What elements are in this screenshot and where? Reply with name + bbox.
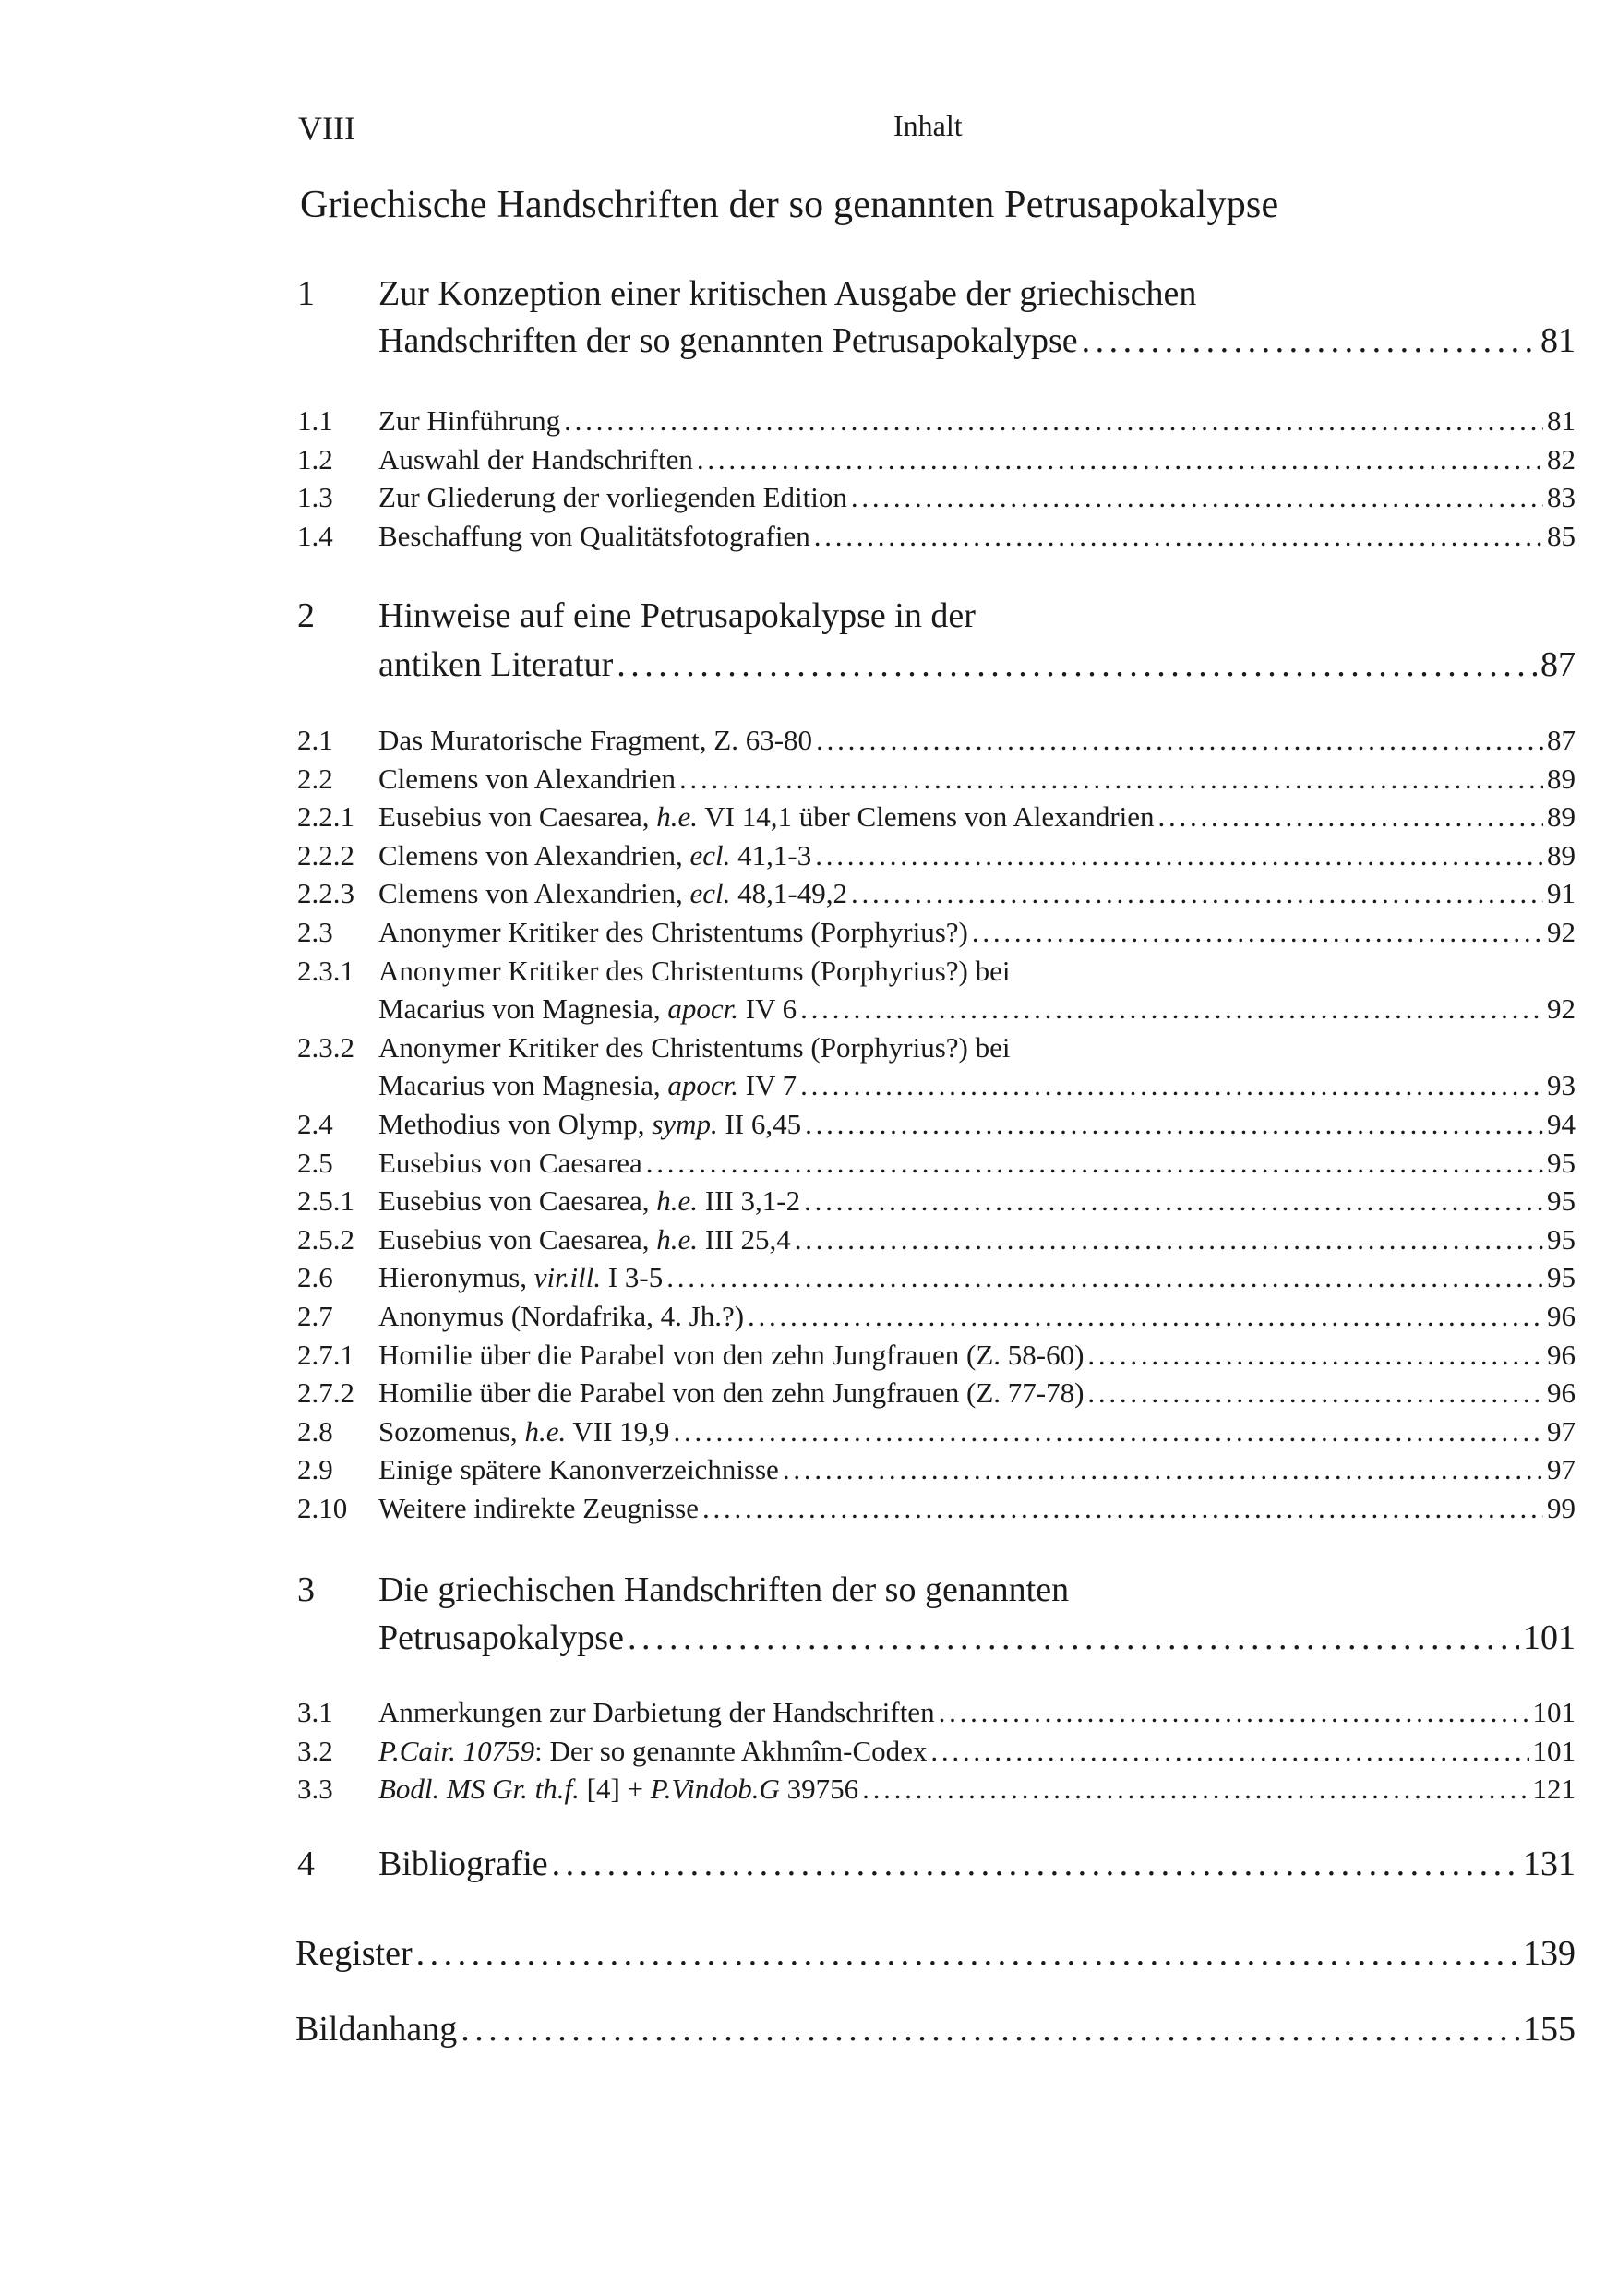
toc-entry[interactable]: [297, 1696, 1576, 1734]
title-abbrev: Bodl. MS Gr. th.f.: [378, 1773, 580, 1806]
entry-title: [378, 877, 847, 910]
title-abbrev: P.Cair. 10759: [378, 1734, 535, 1767]
title-text: Beschaffung von Qualitätsfotografien: [378, 519, 810, 552]
dot-leader: [851, 481, 1543, 514]
page-ref: 95: [1547, 1146, 1576, 1179]
title-text: Eusebius von Caesarea: [378, 1146, 642, 1179]
entry-title: [378, 800, 1155, 834]
page-ref: 81: [1540, 321, 1576, 360]
title-text: Hieronymus,: [378, 1261, 534, 1294]
entry-body: [378, 724, 1576, 757]
title-text: Anonymus (Nordafrika, 4. Jh.?): [378, 1300, 745, 1332]
entry-body: [295, 1933, 1576, 1974]
page-ref: 97: [1547, 1453, 1576, 1486]
title-text: Macarius von Magnesia,: [378, 992, 668, 1026]
title-abbrev: h.e.: [524, 1414, 567, 1448]
entry-body: [378, 1184, 1576, 1218]
page-ref: 89: [1547, 838, 1576, 872]
title-text: Auswahl der Handschriften: [378, 442, 693, 475]
chapter-title-line2: antiken Literatur: [378, 645, 614, 684]
section-title-line1: Anonymer Kritiker des Christentums (Porphyrius?) bei: [378, 954, 1011, 987]
title-abbrev: apocr.: [667, 1069, 739, 1102]
entry-body: [378, 1376, 1576, 1410]
toc-entry-line1[interactable]: [297, 955, 1576, 992]
dot-leader: [939, 1696, 1529, 1729]
toc-entry[interactable]: [297, 839, 1576, 877]
chapter-title-line2: Petrusapokalypse: [378, 1618, 624, 1657]
title-text: Macarius von Magnesia,: [378, 1069, 668, 1102]
section-number: 2.3: [297, 916, 333, 948]
section-number: 1.1: [297, 404, 333, 437]
page-ref: 139: [1523, 1934, 1576, 1973]
entry-body: [378, 800, 1576, 834]
entry-title: [378, 1223, 791, 1256]
entry-body: [378, 443, 1576, 476]
dot-leader: [702, 1492, 1543, 1525]
dot-leader: [795, 1223, 1543, 1256]
title-abbrev: apocr.: [667, 992, 739, 1026]
dot-leader: [748, 1300, 1543, 1333]
dot-leader: [617, 644, 1537, 685]
entry-body: [295, 2009, 1576, 2050]
entry-body: [378, 1492, 1576, 1525]
page-ref: 95: [1547, 1184, 1576, 1218]
backmatter-title: Register: [295, 1934, 413, 1973]
entry-body: [378, 1696, 1576, 1729]
title-text: Homilie über die Parabel von den zehn Jungfrauen (Z. 58-60): [378, 1338, 1085, 1371]
chapter-heading-line1[interactable]: [297, 273, 1576, 319]
entry-body: [378, 1339, 1576, 1372]
section-number: 2.2.2: [297, 838, 354, 872]
dot-leader: [1158, 800, 1543, 834]
title-text: Weitere indirekte Zeugnisse: [378, 1492, 699, 1524]
toc-entry[interactable]: [297, 404, 1576, 442]
page-ref: 155: [1523, 2010, 1576, 2049]
section-number: 2.5.2: [297, 1222, 354, 1256]
section-number: 2.8: [297, 1414, 333, 1448]
entry-body: [378, 520, 1576, 553]
section-number: 3.2: [297, 1734, 333, 1767]
title-text: Methodius von Olymp,: [378, 1108, 653, 1140]
page-number: VIII: [298, 110, 355, 147]
chapter-number: 3: [297, 1570, 315, 1609]
chapter-heading-line1[interactable]: [297, 595, 1576, 642]
backmatter-entry[interactable]: [295, 1933, 1576, 1979]
entry-title: [378, 1261, 663, 1294]
entry-title: [378, 404, 560, 438]
chapter-heading[interactable]: [297, 1844, 1576, 1890]
dot-leader: [564, 404, 1543, 438]
entry-body: [378, 1069, 1576, 1102]
backmatter-entry[interactable]: [295, 2009, 1576, 2055]
dot-leader: [673, 1415, 1543, 1449]
toc-entry[interactable]: [297, 1735, 1576, 1773]
dot-leader: [930, 1735, 1528, 1768]
entry-title: [378, 1147, 642, 1180]
entry-body: [378, 763, 1576, 796]
section-title-line1: Anonymer Kritiker des Christentums (Porphyrius?) bei: [378, 1030, 1011, 1064]
toc-entry[interactable]: [297, 1339, 1576, 1376]
title-abbrev: P.Vindob.G: [650, 1773, 780, 1806]
section-number: 2.5.1: [297, 1184, 354, 1218]
dot-leader: [646, 1147, 1543, 1180]
toc-entry[interactable]: [297, 1415, 1576, 1453]
dot-leader: [679, 763, 1543, 796]
section-number: 3.1: [297, 1696, 333, 1728]
entry-body: [378, 644, 1576, 685]
title-text: Eusebius von Caesarea,: [378, 800, 657, 834]
dot-leader: [804, 1184, 1543, 1218]
title-text: IV 6: [738, 992, 797, 1026]
entry-title: [378, 1735, 927, 1768]
toc-entry[interactable]: [297, 1300, 1576, 1338]
page-ref: 82: [1547, 442, 1576, 475]
page-ref: 92: [1547, 916, 1576, 948]
toc-entry[interactable]: [297, 1492, 1576, 1530]
chapter-heading[interactable]: [297, 644, 1576, 691]
page-ref: 101: [1532, 1696, 1576, 1728]
section-number: 2.3.1: [297, 954, 354, 987]
entry-title: [378, 992, 797, 1026]
toc-entry[interactable]: [297, 1223, 1576, 1261]
toc-entry[interactable]: [297, 763, 1576, 800]
toc-entry[interactable]: [297, 992, 1576, 1030]
entry-title: [378, 1696, 935, 1729]
section-number: 1.2: [297, 442, 333, 475]
entry-title: [378, 1453, 779, 1486]
section-number: 2.9: [297, 1453, 333, 1486]
backmatter-title: Bildanhang: [295, 2010, 458, 2049]
entry-title: [378, 1492, 699, 1525]
chapter-heading-line1[interactable]: [297, 1569, 1576, 1616]
title-text: VII 19,9: [566, 1414, 670, 1448]
entry-body: [378, 320, 1576, 361]
entry-title: [378, 1844, 548, 1884]
title-text: 41,1-3: [730, 838, 812, 872]
title-text: Zur Hinführung: [378, 404, 561, 437]
title-text: Das Muratorische Fragment, Z. 63-80: [378, 724, 813, 756]
toc-entry[interactable]: [297, 1773, 1576, 1810]
entry-title: [378, 481, 847, 514]
page-ref: 87: [1540, 645, 1576, 684]
dot-leader: [1087, 1376, 1543, 1410]
section-number: 1.4: [297, 519, 333, 552]
section-number: 2.2.1: [297, 800, 354, 834]
section-number: 2.5: [297, 1146, 333, 1179]
chapter-heading[interactable]: [297, 1617, 1576, 1664]
toc-entry[interactable]: [297, 1069, 1576, 1107]
title-text: II 6,45: [717, 1108, 802, 1140]
title-text: 39756: [779, 1773, 859, 1806]
title-abbrev: symp.: [652, 1108, 718, 1140]
entry-title: [378, 1069, 797, 1102]
dot-leader: [666, 1261, 1543, 1294]
section-number: 2.2: [297, 762, 333, 795]
toc-entry[interactable]: [297, 1453, 1576, 1491]
title-text: Eusebius von Caesarea,: [378, 1184, 657, 1218]
title-abbrev: h.e.: [656, 1184, 699, 1218]
title-text: Zur Gliederung der vorliegenden Edition: [378, 481, 847, 514]
entry-body: [378, 1735, 1576, 1768]
entry-title: [378, 839, 811, 872]
section-number: 1.3: [297, 481, 333, 514]
dot-leader: [416, 1933, 1519, 1974]
page-ref: 121: [1532, 1773, 1576, 1806]
toc-entry[interactable]: [297, 1147, 1576, 1184]
section-number: 2.2.3: [297, 877, 354, 910]
title-text: IV 7: [738, 1069, 797, 1102]
dot-leader: [851, 877, 1543, 910]
title-text: III 3,1-2: [698, 1184, 801, 1218]
entry-title: [378, 443, 693, 476]
entry-title: [378, 724, 812, 757]
dot-leader: [862, 1773, 1528, 1806]
entry-title: [378, 1300, 744, 1333]
entry-title: [378, 1415, 669, 1449]
dot-leader: [800, 992, 1543, 1026]
page-ref: 95: [1547, 1222, 1576, 1256]
title-text: III 25,4: [698, 1222, 791, 1256]
title-text: 48,1-49,2: [730, 877, 847, 910]
entry-body: [378, 916, 1576, 949]
toc-entry[interactable]: [297, 481, 1576, 519]
dot-leader: [805, 1108, 1543, 1141]
title-text: [4] +: [579, 1773, 651, 1806]
toc-entry[interactable]: [297, 800, 1576, 838]
page-ref: 97: [1547, 1414, 1576, 1448]
title-text: Anonymer Kritiker des Christentums (Porphyrius?): [378, 916, 968, 948]
entry-body: [378, 1147, 1576, 1180]
section-number: 2.10: [297, 1492, 348, 1524]
title-abbrev: h.e.: [656, 800, 699, 834]
entry-title: [378, 644, 613, 685]
entry-title: [378, 1376, 1084, 1410]
title-text: Clemens von Alexandrien,: [378, 877, 690, 910]
section-number: 2.7: [297, 1300, 333, 1332]
toc-entry[interactable]: [297, 443, 1576, 481]
chapter-heading[interactable]: [297, 320, 1576, 367]
chapter-title-line1: Hinweise auf eine Petrusapokalypse in der: [378, 596, 976, 635]
entry-title: [378, 1773, 858, 1806]
dot-leader: [783, 1453, 1543, 1486]
chapter-title-line1: Die griechischen Handschriften der so genannten: [378, 1570, 1070, 1609]
chapter-title-line2: Handschriften der so genannten Petrusapokalypse: [378, 321, 1078, 360]
page-ref: 93: [1547, 1069, 1576, 1102]
section-number: 3.3: [297, 1773, 333, 1806]
entry-title: [295, 1933, 413, 1974]
entry-body: [378, 1108, 1576, 1141]
title-abbrev: ecl.: [689, 838, 731, 872]
entry-title: [378, 1108, 801, 1141]
page-ref: 99: [1547, 1492, 1576, 1524]
title-text: Anmerkungen zur Darbietung der Handschriften: [378, 1696, 935, 1728]
dot-leader: [1082, 320, 1537, 361]
entry-title: [378, 916, 968, 949]
page-ref: 96: [1547, 1376, 1576, 1410]
title-text: VI 14,1 über Clemens von Alexandrien: [698, 800, 1155, 834]
entry-body: [378, 1773, 1576, 1806]
title-text: Clemens von Alexandrien,: [378, 838, 690, 872]
title-abbrev: vir.ill.: [533, 1261, 602, 1294]
page-ref: 101: [1523, 1618, 1576, 1657]
title-abbrev: h.e.: [656, 1222, 699, 1256]
entry-body: [378, 1300, 1576, 1333]
title-text: Homilie über die Parabel von den zehn Jungfrauen (Z. 77-78): [378, 1376, 1085, 1410]
toc-entry[interactable]: [297, 1184, 1576, 1222]
dot-leader: [461, 2009, 1519, 2050]
page-ref: 91: [1547, 877, 1576, 910]
page-ref: 89: [1547, 800, 1576, 834]
title-text: Einige spätere Kanonverzeichnisse: [378, 1453, 779, 1486]
toc-entry[interactable]: [297, 1376, 1576, 1414]
page-ref: 94: [1547, 1108, 1576, 1140]
page-ref: 96: [1547, 1300, 1576, 1332]
entry-title: [378, 320, 1078, 361]
entry-body: [378, 992, 1576, 1026]
entry-body: [378, 1453, 1576, 1486]
entry-title: [378, 520, 810, 553]
entry-body: [378, 877, 1576, 910]
dot-leader: [1087, 1339, 1543, 1372]
entry-body: [378, 481, 1576, 514]
page-ref: 85: [1547, 519, 1576, 552]
toc-entry[interactable]: [297, 1261, 1576, 1299]
entry-body: [378, 1415, 1576, 1449]
page-ref: 131: [1523, 1845, 1576, 1883]
toc-entry[interactable]: [297, 520, 1576, 558]
entry-title: [378, 1339, 1084, 1372]
page-ref: 81: [1547, 404, 1576, 437]
dot-leader: [972, 916, 1543, 949]
entry-title: [295, 2009, 457, 2050]
page-ref: 83: [1547, 481, 1576, 514]
dot-leader: [814, 520, 1543, 553]
entry-body: [378, 839, 1576, 872]
page-ref: 92: [1547, 992, 1576, 1026]
chapter-number: 4: [297, 1845, 315, 1883]
toc-entry[interactable]: [297, 877, 1576, 915]
section-number: 2.7.1: [297, 1338, 354, 1371]
page-ref: 87: [1547, 724, 1576, 756]
title-text: Sozomenus,: [378, 1414, 525, 1448]
entry-title: [378, 1617, 624, 1658]
toc-entry[interactable]: [297, 1108, 1576, 1146]
chapter-title-line2: Bibliografie: [378, 1845, 548, 1883]
title-text: : Der so genannte Akhmîm-Codex: [534, 1734, 928, 1767]
entry-body: [378, 1844, 1576, 1884]
page-ref: 101: [1532, 1734, 1576, 1767]
entry-body: [378, 404, 1576, 438]
title-abbrev: ecl.: [689, 877, 731, 910]
chapter-number: 1: [297, 274, 315, 313]
toc-entry-line1[interactable]: [297, 1031, 1576, 1069]
entry-body: [378, 1617, 1576, 1658]
entry-body: [378, 1223, 1576, 1256]
entry-title: [378, 1184, 800, 1218]
section-number: 2.3.2: [297, 1030, 354, 1064]
entry-body: [378, 1261, 1576, 1294]
chapter-number: 2: [297, 596, 315, 635]
title-text: Eusebius von Caesarea,: [378, 1222, 657, 1256]
dot-leader: [697, 443, 1543, 476]
section-number: 2.4: [297, 1108, 333, 1140]
section-number: 2.6: [297, 1261, 333, 1294]
dot-leader: [552, 1844, 1519, 1884]
title-text: I 3-5: [601, 1261, 664, 1294]
page-ref: 96: [1547, 1338, 1576, 1371]
chapter-title-line1: Zur Konzeption einer kritischen Ausgabe der griechischen: [378, 274, 1197, 313]
dot-leader: [815, 839, 1543, 872]
dot-leader: [628, 1617, 1519, 1658]
dot-leader: [800, 1069, 1543, 1102]
title-text: Clemens von Alexandrien: [378, 762, 676, 795]
page-ref: 89: [1547, 762, 1576, 795]
entry-title: [378, 763, 676, 796]
dot-leader: [816, 724, 1543, 757]
toc-entry[interactable]: [297, 916, 1576, 954]
part-title: Griechische Handschriften der so genannten Petrusapokalypse: [300, 184, 1279, 226]
page-ref: 95: [1547, 1261, 1576, 1294]
section-number: 2.7.2: [297, 1376, 354, 1410]
toc-entry[interactable]: [297, 724, 1576, 762]
section-number: 2.1: [297, 724, 333, 756]
running-title: Inhalt: [893, 109, 963, 142]
